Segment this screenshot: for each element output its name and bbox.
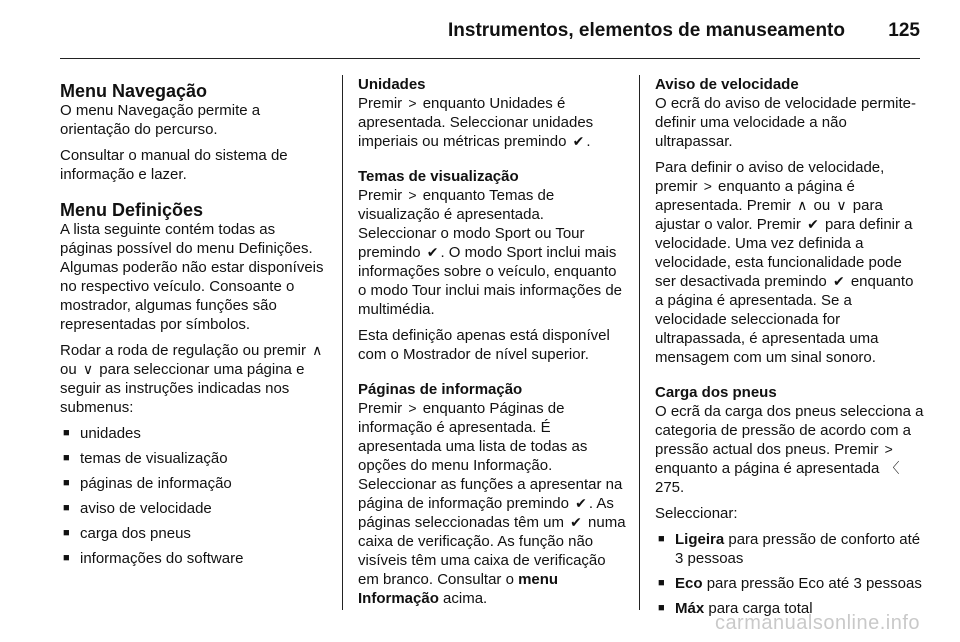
text: para definir a velocidade. Uma vez definida a velocidade, esta funcionalidade pode ser desactivada premindo [655,216,913,290]
column-3 [655,75,925,634]
checkmark-icon: ✔ [570,514,582,530]
text: Para definir o aviso de velocidade, premir [655,159,885,195]
paragraph: Seleccionar: [655,505,738,522]
page-header [0,0,960,60]
checkmark-icon: ✔ [572,133,585,149]
paragraph [655,158,925,367]
text: . [586,133,591,150]
chevron-down-icon: ∨ [82,361,94,377]
header-divider [60,58,920,59]
watermark: carmanualsonline.info [714,612,920,634]
column-1 [60,75,330,584]
list-item: ■ aviso de velocidade [60,499,330,518]
chevron-down-icon: ∨ [836,197,847,213]
option-desc: para pressão Eco até 3 pessoas [706,575,922,592]
text: O ecrã da carga dos pneus selecciona a categoria de pressão de acordo com a pressão actual dos pneus. Premir [655,403,924,458]
page-number: 125 [888,20,920,41]
text: para ajustar o valor. Premir [655,197,883,233]
text: . As páginas seleccionadas têm um [358,495,614,531]
header-title: Instrumentos, elementos de manuseamento [448,20,845,41]
paragraph: O ecrã do aviso de velocidade permite- definir uma velocidade a não ultrapassar. [655,95,916,150]
chevron-right-icon: > [703,178,712,194]
subsection-heading: Unidades [358,76,426,93]
list-item [655,530,925,568]
paragraph [358,94,626,151]
paragraph [655,402,925,497]
text: Premir [358,400,403,417]
list-item: ■ páginas de informação [60,474,330,493]
text: enquanto Temas de visualização é apresentada. Seleccionar o modo Sport ou Tour premindo [358,187,585,261]
list-item [655,574,925,593]
column-divider [639,75,640,610]
text: acima. [443,590,488,607]
checkmark-icon: ✔ [807,216,819,232]
list-item: ■ informações do software [60,549,330,568]
chevron-right-icon: > [884,441,893,457]
paragraph [60,341,330,417]
checkmark-icon: ✔ [832,273,845,289]
column-divider [342,75,343,610]
list-item: ■ unidades [60,424,330,443]
paragraph: Consultar o manual do sistema de informação e lazer. [60,147,288,183]
option-name: Eco [675,575,703,592]
chevron-up-icon: ∧ [797,197,808,213]
text: para seleccionar uma página e seguir as instruções indicadas nos submenus: [60,361,305,416]
checkmark-icon: ✔ [426,244,439,260]
list-item: ■ carga dos pneus [60,524,330,543]
text: numa caixa de verificação. As função não visíveis têm uma caixa de verificação em branco. Consultar o [358,514,626,588]
chevron-up-icon: ∧ [312,342,323,358]
text: enquanto a página é apresentada. Se a velocidade seleccionada for ultrapassada, é apresentada uma mensagem com um sinal sonoro. [655,273,914,366]
text: Premir [358,95,403,112]
text: . O modo Sport inclui mais informações sobre o veículo, enquanto o modo Tour inclui mais informações de multimédia. [358,244,623,318]
column-2 [358,75,626,624]
paragraph: A lista seguinte contém todas as páginas possível do menu Definições. Algumas poderão não estar disponíveis no respectivo veículo. Consoante o mostrador, algumas funções são representadas por símbolos. [60,221,324,333]
subsection-heading: Temas de visualização [358,168,519,185]
paragraph [358,186,626,319]
text: Rodar a roda de regulação ou premir [60,342,306,359]
checkmark-icon: ✔ [575,495,587,511]
page-reference: 275. [655,479,685,496]
cross-reference: menu Informação [358,571,559,607]
option-desc: para pressão de conforto até 3 pessoas [675,531,921,567]
text: Premir [358,187,403,204]
subsection-heading: Páginas de informação [358,381,523,398]
text: ou [813,197,831,214]
chevron-right-icon: > [408,400,417,416]
chevron-right-icon: > [408,95,417,111]
options-list [655,530,925,618]
list-item: ■ temas de visualização [60,449,330,468]
subsection-heading: Carga dos pneus [655,384,777,401]
paragraph [358,399,626,608]
text: enquanto a página é apresentada [655,460,880,477]
section-heading: Menu Navegação [60,81,208,101]
text: enquanto a página é apresentada. Premir [655,178,855,214]
option-name: Máx [675,600,705,617]
paragraph: O menu Navegação permite a orientação do percurso. [60,102,261,138]
text: enquanto Unidades é apresentada. Seleccionar unidades imperiais ou métricas premindo [358,95,594,150]
page-reference-icon: 〈 [885,460,900,476]
option-name: Ligeira [675,531,725,548]
text: enquanto Páginas de informação é apresentada. É apresentada uma lista de todas as opções do menu Informação. Seleccionar as funções a apresentar na página de informação premindo [358,400,623,512]
text: ou [60,361,77,378]
paragraph: Esta definição apenas está disponível com o Mostrador de nível superior. [358,327,610,363]
section-heading: Menu Definições [60,200,204,220]
chevron-right-icon: > [408,187,417,203]
submenu-list [60,424,330,568]
option-desc: para carga total [708,600,813,617]
subsection-heading: Aviso de velocidade [655,76,799,93]
